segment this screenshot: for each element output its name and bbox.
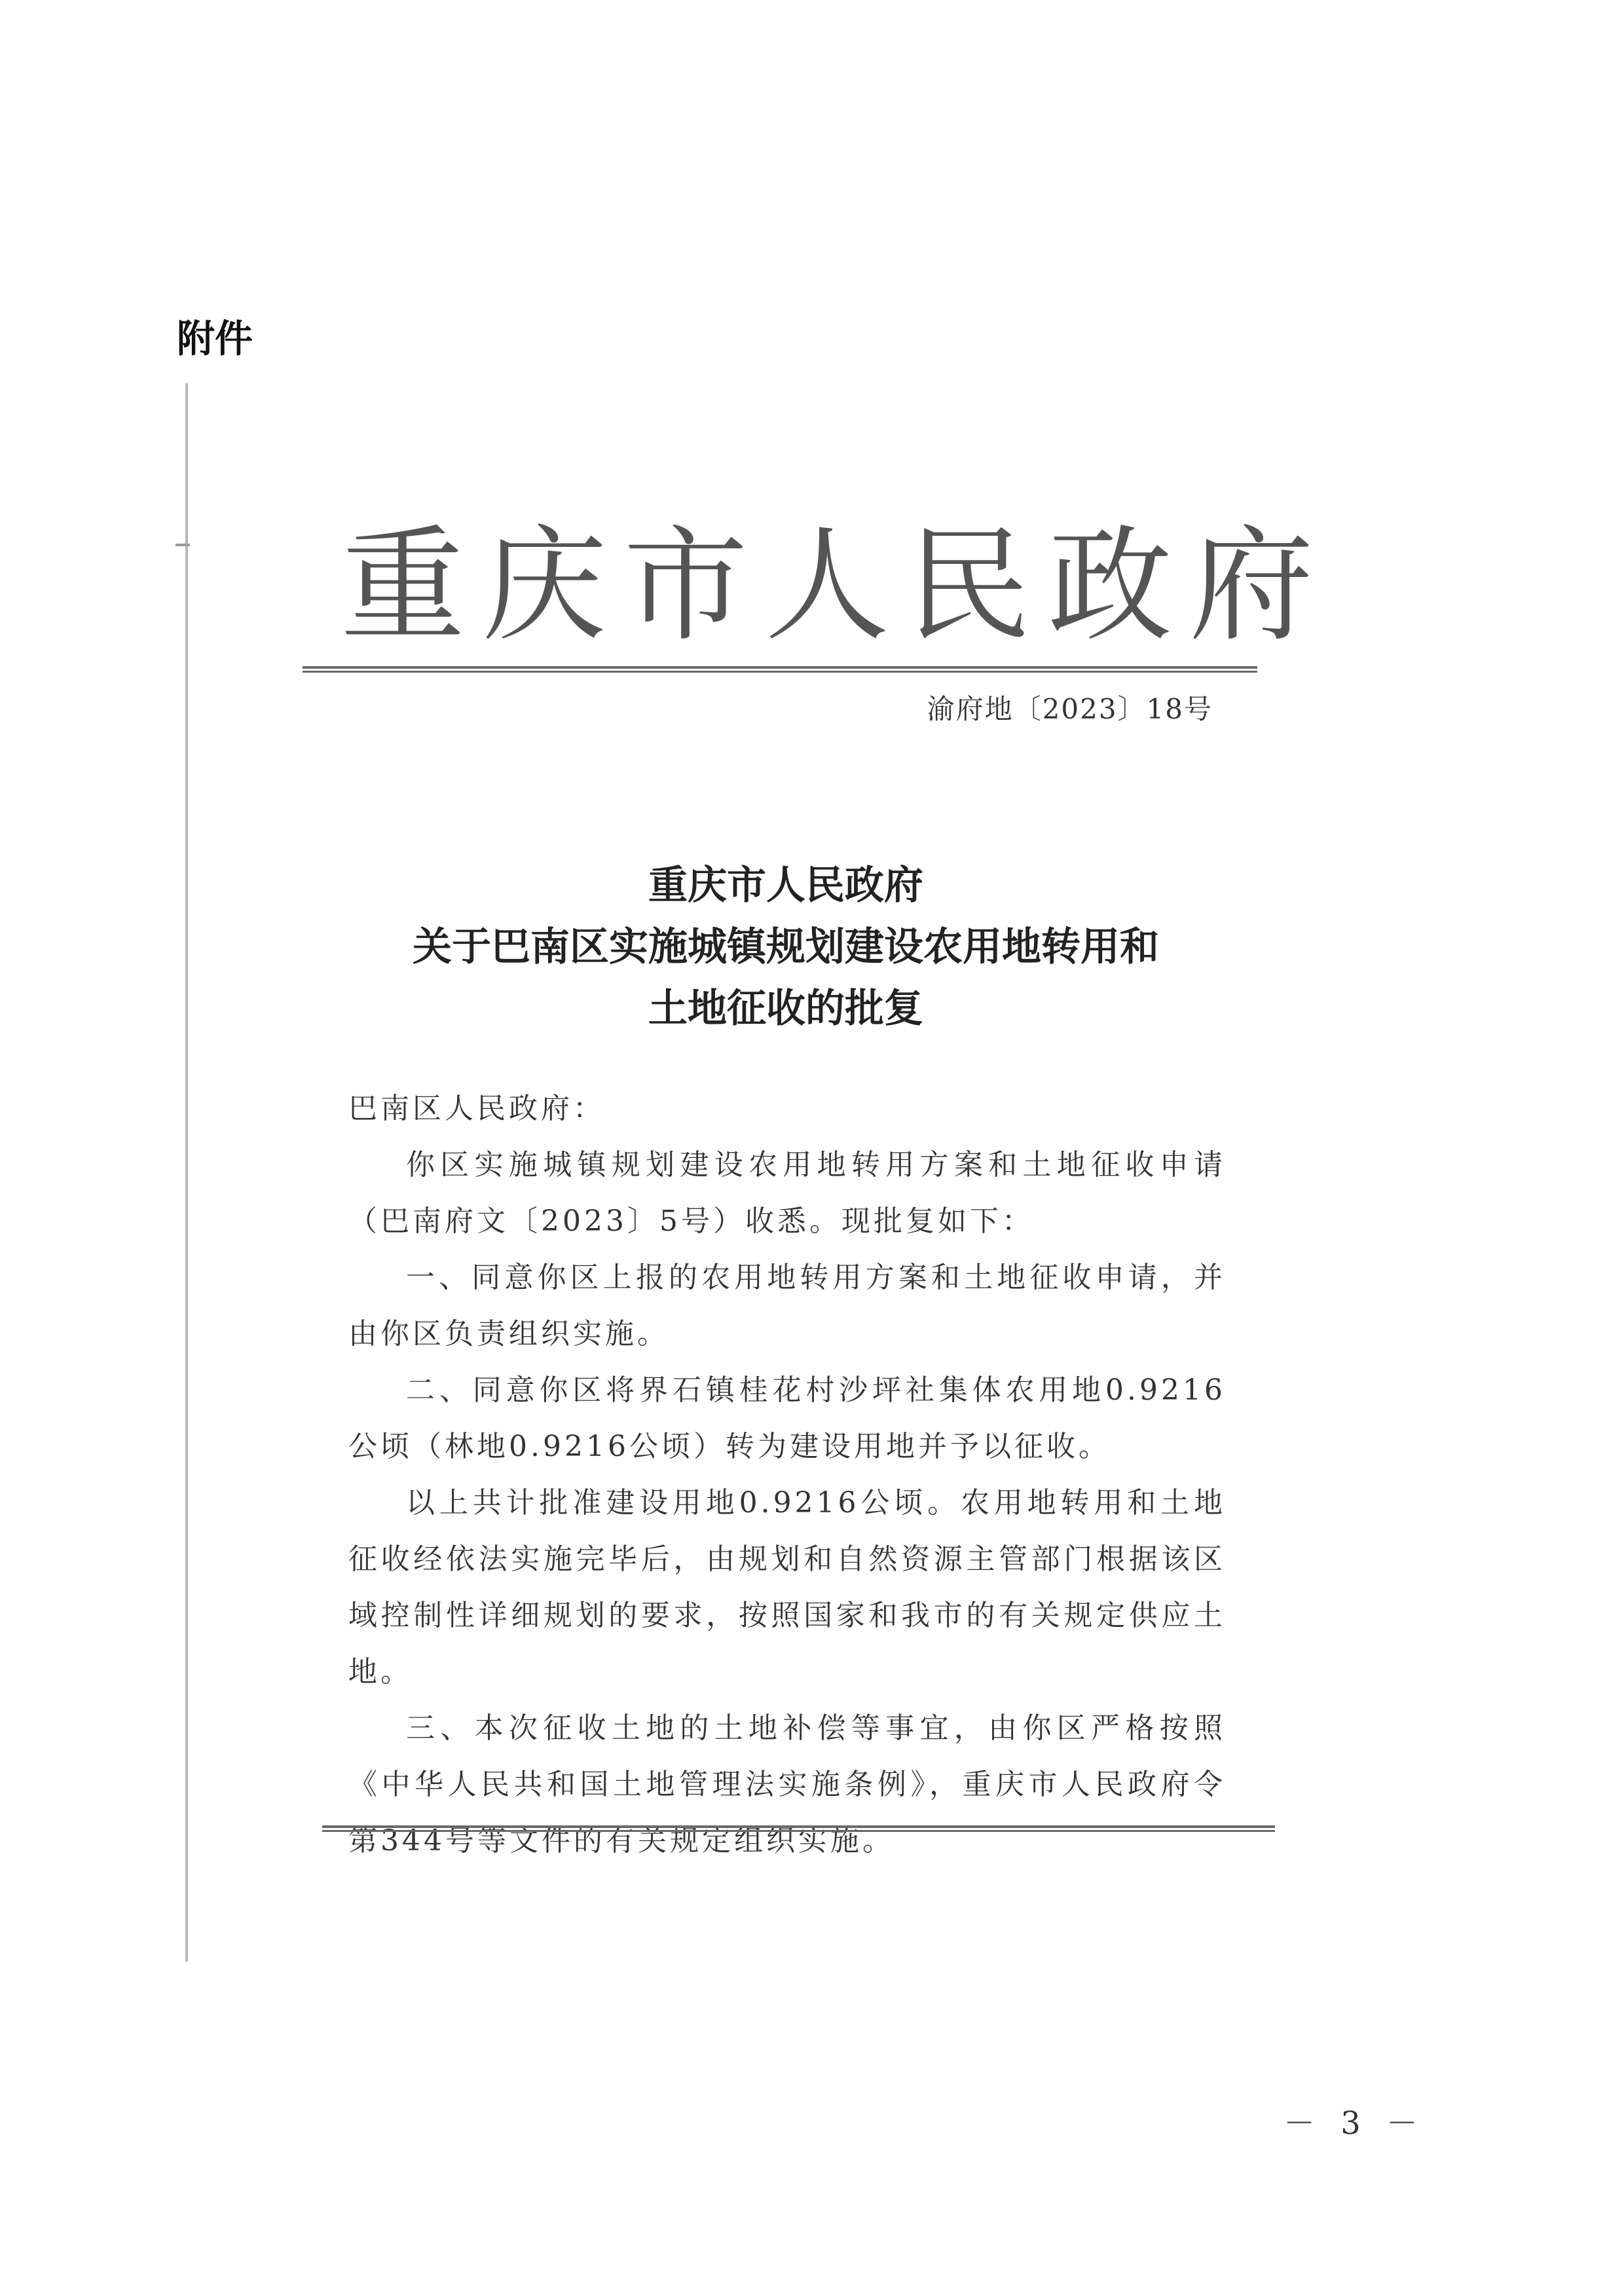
- binding-margin-line: [185, 383, 188, 1962]
- document-body: [348, 1081, 1226, 1869]
- attachment-label: 附件: [177, 316, 253, 361]
- document-title: [249, 855, 1323, 1039]
- document-number: 渝府地〔2023〕18号: [927, 693, 1213, 725]
- title-line-3: 土地征收的批复: [648, 986, 923, 1032]
- body-paragraph: 三、本次征收土地的土地补偿等事宜，由你区严格按照《中华人民共和国土地管理法实施条例》，重庆市人民政府令第344号等文件的有关规定组织实施。: [348, 1711, 1226, 1857]
- binding-margin-tick: [175, 544, 190, 546]
- header-divider-rule: [303, 666, 1257, 673]
- body-paragraph: 二、同意你区将界石镇桂花村沙坪社集体农用地0.9216公顷（林地0.9216公顷）转为建设用地并予以征收。: [348, 1373, 1226, 1463]
- body-paragraph: 以上共计批准建设用地0.9216公顷。农用地转用和土地征收经依法实施完毕后，由规划和自然资源主管部门根据该区域控制性详细规划的要求，按照国家和我市的有关规定供应土地。: [348, 1486, 1226, 1689]
- body-paragraph: 你区实施城镇规划建设农用地转用方案和土地征收申请（巴南府文〔2023〕5号）收悉。现批复如下：: [348, 1148, 1226, 1238]
- body-paragraph: 一、同意你区上报的农用地转用方案和土地征收申请，并由你区负责组织实施。: [348, 1261, 1226, 1351]
- title-line-2: 关于巴南区实施城镇规划建设农用地转用和: [413, 924, 1159, 970]
- page-number: － 3 －: [1283, 2105, 1426, 2142]
- footer-divider-rule: [322, 1825, 1275, 1832]
- title-line-1: 重庆市人民政府: [648, 863, 923, 908]
- issuing-organization-header: 重庆市人民政府: [341, 513, 1331, 658]
- salutation: 巴南区人民政府：: [348, 1092, 605, 1125]
